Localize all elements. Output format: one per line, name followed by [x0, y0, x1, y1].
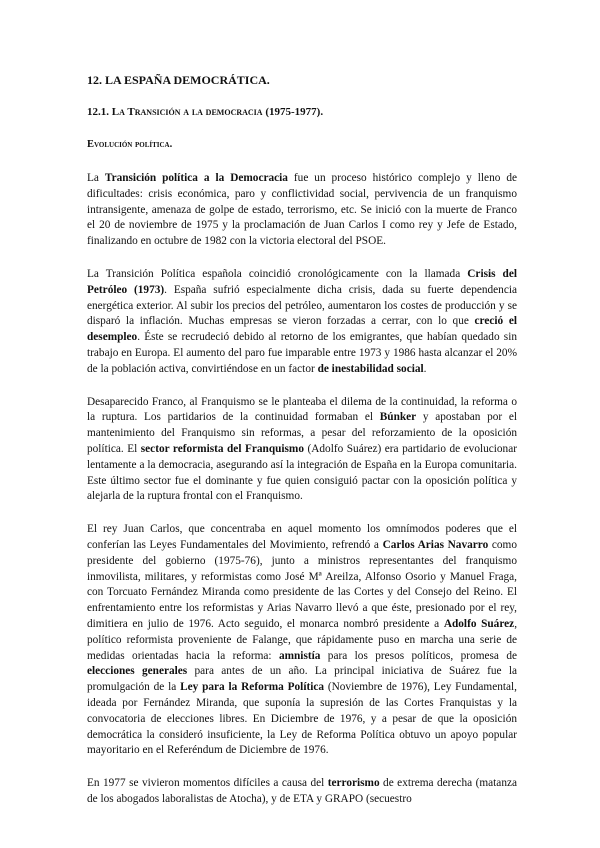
bold-term: Carlos Arias Navarro: [382, 538, 489, 551]
bold-term: terrorismo: [327, 777, 380, 790]
bold-term: creció el desempleo: [87, 315, 517, 344]
bold-term: de inestabilidad social: [317, 362, 424, 375]
bold-term: amnistía: [278, 649, 321, 662]
section-number: 12.1.: [87, 106, 109, 118]
bold-term: Ley para la Reforma Política: [180, 681, 325, 694]
section-title-text: La Transición a la democracia: [111, 106, 263, 118]
bold-term: Adolfo Suárez: [443, 617, 515, 630]
bold-term: sector reformista del Franquismo: [140, 442, 304, 455]
bold-term: Búnker: [379, 411, 417, 424]
paragraph-3: Desaparecido Franco, al Franquismo se le planteaba el dilema de la continuidad, la reforma o la ruptura. Los partidarios de la continuidad formaban el Búnker y apostaban por el mantenimiento del Franquismo sin reformas, a pesar del reforzamiento de la oposición política. El sector reformista del Franquismo (Adolfo Suárez) era partidario de evolucionar lentamente a la democracia, asegurando así la integración de España en la Europa comunitaria. Este último sector fue el dominante y fue quien consiguió pactar con la oposición política y alejarla de la ruptura frontal con el Franquismo.: [87, 395, 518, 503]
subsection-heading: Evolución política.: [87, 139, 173, 150]
paragraph-5: En 1977 se vivieron momentos difíciles a causa del terrorismo de extrema derecha (matanza de los abogados laboralistas de Atocha), y de ETA y GRAPO (secuestro: [87, 777, 517, 805]
paragraph-4: El rey Juan Carlos, que concentraba en aquel momento los omnímodos poderes que el conferían las Leyes Fundamentales del Movimiento, refrendó a Carlos Arias Navarro como presidente del gobierno (1975-76), junto a ministros representantes del franquismo inmovilista, militares, y reformistas como José Mª Areilza, Alfonso Osorio y Manuel Fraga, con Torcuato Fernández Miranda como presidente de las Cortes y del Consejo del Reino. El enfrentamiento entre los reformistas y Arias Navarro llevó a que éste, presionado por el rey, dimitiera en julio de 1976. Acto seguido, el monarca nombró presidente a Adolfo Suárez, político reformista proveniente de Falange, que rápidamente puso en marcha una serie de medidas orientadas hacia la reforma: amnistía para los presos políticos, promesa de elecciones generales para antes de un año. La principal iniciativa de Suárez fue la promulgación de la Ley para la Reforma Política (Noviembre de 1976), Ley Fundamental, ideada por Fernández Miranda, que suponía la supresión de las Cortes Franquistas y la convocatoria de elecciones libres. En Diciembre de 1976, y a pesar de que la oposición democrática la consideró insuficiente, la Ley de Reforma Política obtuvo un apoyo popular mayoritario en el Referéndum de Diciembre de 1976.: [87, 523, 518, 757]
bold-term: elecciones generales: [87, 665, 188, 678]
bold-term: Crisis del Petróleo (1973): [87, 267, 517, 296]
section-years: (1975-1977).: [265, 106, 324, 118]
section-heading: [87, 105, 517, 120]
chapter-heading: 12. LA ESPAÑA DEMOCRÁTICA.: [87, 73, 270, 87]
paragraph-2: La Transición Política española coincidió cronológicamente con la llamada Crisis del Petróleo (1973). España sufrió especialmente dicha crisis, dada su fuerte dependencia energética exterior. Al subir los precios del petróleo, aumentaron los costes de producción y se disparó la inflación. Muchas empresas se vieron forzadas a cerrar, con lo que creció el desempleo. Éste se recrudeció debido al retorno de los emigrantes, que habían quedado sin trabajo en Europa. El aumento del paro fue imparable entre 1973 y 1986 hasta alcanzar el 20% de la población activa, convirtiéndose en un factor de inestabilidad social.: [87, 267, 517, 375]
document-body: [87, 62, 517, 808]
bold-term: Transición política a la Democracia: [104, 172, 288, 184]
paragraph-1: La Transición política a la Democracia fue un proceso histórico complejo y lleno de dificultades: crisis económica, paro y conflictividad social, pervivencia de un franquismo intransigente, amenaza de golpe de estado, terrorismo, etc. Se inició con la muerte de Franco el 20 de noviembre de 1975 y la proclamación de Juan Carlos I como rey y Jefe de Estado, finalizando en octubre de 1982 con la victoria electoral del PSOE.: [87, 172, 517, 248]
